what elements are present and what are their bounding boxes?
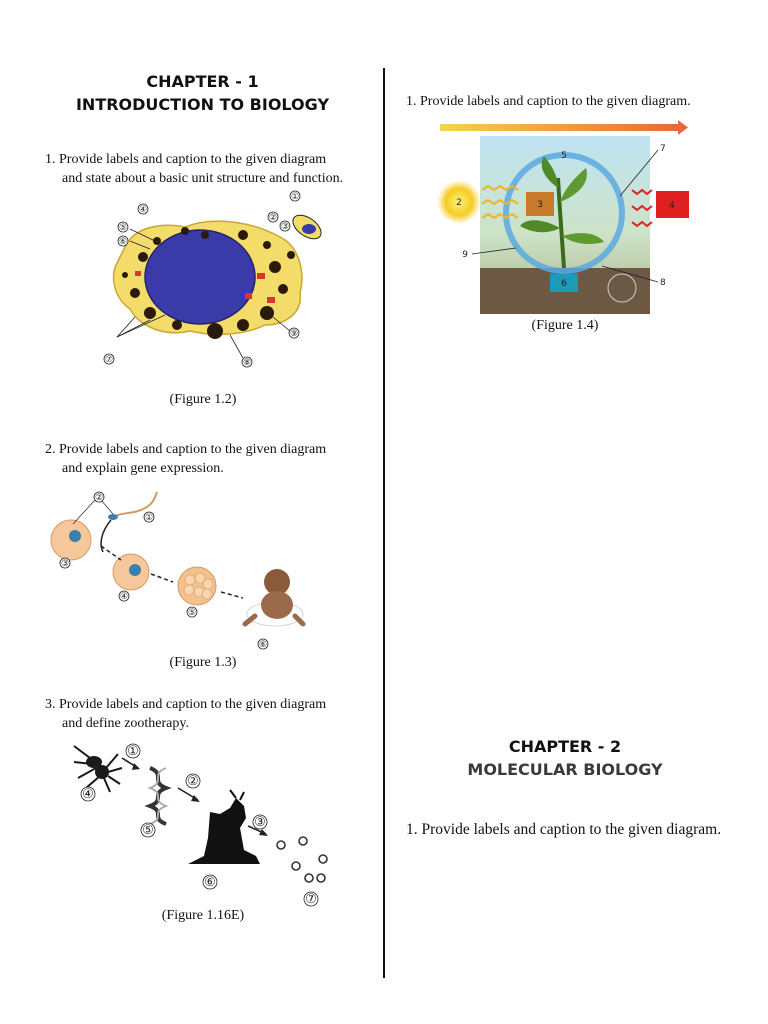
marker: ② <box>268 213 278 223</box>
marker: ⑥ <box>258 640 268 650</box>
label-2: 2 <box>456 198 462 208</box>
marker: ② <box>187 774 199 789</box>
question-text-line1: 3. Provide labels and caption to the given diagram <box>45 697 327 712</box>
figure-1-2-caption: (Figure 1.2) <box>169 392 237 407</box>
question-text-rest: and state about a basic unit structure and function. <box>62 171 344 186</box>
label-4: 4 <box>669 201 675 211</box>
question-3-zootherapy <box>45 695 361 733</box>
marker: ③ <box>254 815 266 830</box>
marker: ④ <box>119 592 129 602</box>
question-text-line1: 2. Provide labels and caption to the given diagram <box>45 442 327 457</box>
figure-1-3-caption: (Figure 1.3) <box>169 655 237 670</box>
marker: ⑥ <box>118 237 128 247</box>
chapter-2-title: MOLECULAR BIOLOGY <box>467 760 663 779</box>
marker: ⑨ <box>289 329 299 339</box>
marker: ① <box>144 513 154 523</box>
ecosystem-diagram <box>434 118 706 316</box>
marker: ⑤ <box>118 223 128 233</box>
label-5: 5 <box>561 151 567 161</box>
marker: ④ <box>138 205 148 215</box>
marker: ⑥ <box>204 875 216 890</box>
question-text-line1: 1. Provide labels and caption to the given diagram <box>45 152 327 167</box>
marker: ① <box>127 744 139 759</box>
marker: ③ <box>280 222 290 232</box>
chapter-2-number: CHAPTER - 2 <box>508 737 622 756</box>
question-text-rest: and define zootherapy. <box>62 716 189 731</box>
marker: ⑦ <box>104 355 114 365</box>
marker: ⑤ <box>142 823 154 838</box>
marker: ⑤ <box>187 608 197 618</box>
chapter-1-title: INTRODUCTION TO BIOLOGY <box>75 95 330 114</box>
marker: ② <box>94 493 104 503</box>
chapter-1-number: CHAPTER - 1 <box>146 72 259 91</box>
gene-expression-diagram <box>45 488 315 653</box>
marker: ⑧ <box>242 358 252 368</box>
question-text-rest: and explain gene expression. <box>62 461 224 476</box>
column-divider <box>383 68 385 978</box>
label-3: 3 <box>537 200 543 210</box>
question-2-gene <box>45 440 361 478</box>
cell-diagram <box>95 185 335 370</box>
chapter-2-heading <box>400 735 730 781</box>
chapter-1-heading <box>40 70 365 116</box>
right-question-1: 1. Provide labels and caption to the given diagram. <box>406 94 691 109</box>
marker: ③ <box>60 559 70 569</box>
figure-1-16e-caption: (Figure 1.16E) <box>161 908 245 923</box>
question-1-cell <box>45 150 361 188</box>
figure-1-4-caption: (Figure 1.4) <box>531 318 599 333</box>
marker: ④ <box>82 787 94 802</box>
right-question-2: 1. Provide labels and caption to the given diagram. <box>406 821 722 838</box>
marker: ⑦ <box>305 892 317 907</box>
marker: ① <box>290 192 300 202</box>
zootherapy-diagram <box>70 738 340 908</box>
label-6: 6 <box>561 279 567 289</box>
label-9: 9 <box>462 250 468 260</box>
label-8: 8 <box>660 278 666 288</box>
label-7: 7 <box>660 144 666 154</box>
